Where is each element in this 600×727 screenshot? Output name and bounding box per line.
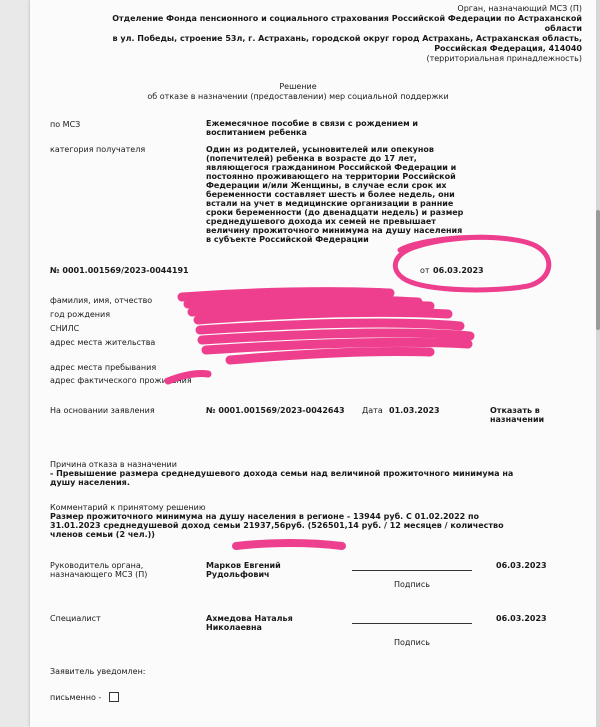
head-label-line2: назначающего МСЗ (П) <box>50 570 148 579</box>
organ-label: Орган, назначающий МСЗ (П) <box>457 4 582 13</box>
msz-label: по МСЗ <box>50 120 81 129</box>
category-label: категория получателя <box>50 145 146 154</box>
msz-value-line2: воспитанием ребенка <box>206 128 307 137</box>
redaction-scribble <box>230 351 430 360</box>
head-label-line1: Руководитель органа, <box>50 561 144 570</box>
comment-line2: 31.01.2023 среднедушевой доход семьи 21937,56руб. (526501,14 руб. / 12 месяцев / количество <box>50 521 504 530</box>
basis-number: № 0001.001569/2023-0042643 <box>206 406 345 415</box>
personal-label-birth-year: год рождения <box>50 310 111 319</box>
category-line: (попечителей) ребенка в возрасте до 17 лет, <box>206 154 417 163</box>
basis-date: 01.03.2023 <box>389 406 440 415</box>
redaction-scribble <box>236 543 342 546</box>
decision-result-line2: назначении <box>490 415 545 424</box>
category-line: беременности составляет шесть и более недель, они <box>206 190 455 199</box>
redaction-marks <box>30 0 596 727</box>
decision-date: 06.03.2023 <box>433 266 484 275</box>
specialist-sign-date: 06.03.2023 <box>496 614 547 623</box>
personal-label-residence: адрес места жительства <box>50 338 156 347</box>
date-highlight-circle <box>395 237 548 290</box>
scrollbar[interactable] <box>596 0 600 727</box>
decision-result-line1: Отказать в <box>490 406 540 415</box>
org-address-line1: в ул. Победы, строение 53л, г. Астрахань, городской округ город Астрахань, Астраханская область, <box>112 34 582 43</box>
reason-line1: - Превышение размера среднедушевого дохода семьи над величиной прожиточного минимума на <box>50 469 514 478</box>
head-name-line1: Марков Евгений <box>206 561 281 570</box>
category-line: сроки беременности (до двенадцати недель) и размер <box>206 208 464 217</box>
document-title: Решение <box>279 82 317 91</box>
specialist-signature-caption: Подпись <box>394 638 430 647</box>
head-name-line2: Рудольфович <box>206 570 270 579</box>
category-line: в субъекте Российской Федерации <box>206 235 369 244</box>
category-line: постоянно проживающего на территории Российской <box>206 172 456 181</box>
personal-label-stay: адрес места пребывания <box>50 363 157 372</box>
head-signature-caption: Подпись <box>394 580 430 589</box>
applicant-notified-label: Заявитель уведомлен: <box>50 667 146 676</box>
reason-label: Причина отказа в назначении <box>50 460 177 469</box>
comment-line1: Размер прожиточного минимума на душу населения в регионе - 13944 руб. С 01.02.2022 по <box>50 512 480 521</box>
personal-label-snils: СНИЛС <box>50 324 80 333</box>
category-line: являющегося гражданином Российской Федерации и <box>206 163 457 172</box>
category-line: среднедушевого дохода их семей не превышает <box>206 217 436 226</box>
basis-label: На основании заявления <box>50 406 155 415</box>
msz-value-line1: Ежемесячное пособие в связи с рождением и <box>206 119 418 128</box>
personal-label-actual: адрес фактического проживания <box>50 376 192 385</box>
comment-line3: членов семьи (2 чел.)) <box>50 530 155 539</box>
category-line: встали на учет в медицинские организации в ранние <box>206 199 454 208</box>
personal-label-fio: фамилия, имя, отчество <box>50 296 153 305</box>
org-address-line2: Российская Федерация, 414040 <box>434 44 582 53</box>
scrollbar-thumb[interactable] <box>596 210 600 330</box>
written-notice-label: письменно - <box>50 693 102 702</box>
category-line: величину прожиточного минимума на душу населения <box>206 226 463 235</box>
redaction-scribble <box>168 373 208 381</box>
redaction-scribble <box>200 323 460 330</box>
reason-line2: душу населения. <box>50 478 130 487</box>
basis-date-label: Дата <box>362 406 383 415</box>
category-line: Один из родителей, усыновителей или опекунов <box>206 145 434 154</box>
org-name-line1: Отделение Фонда пенсионного и социального страхования Российской Федерации по Астраханской <box>112 14 582 23</box>
specialist-label: Специалист <box>50 614 101 623</box>
territorial-note: (территориальная принадлежность) <box>426 54 582 63</box>
decision-number: № 0001.001569/2023-0044191 <box>50 266 189 275</box>
category-line: Федерации и/или Женщины, в случае если срок их <box>206 181 447 190</box>
specialist-name-line2: Николаевна <box>206 623 262 632</box>
document-subtitle: об отказе в назначении (предоставлении) мер социальной поддержки <box>147 92 449 101</box>
comment-label: Комментарий к принятому решению <box>50 503 206 512</box>
document-page <box>30 0 596 727</box>
org-name-line2: области <box>544 24 582 33</box>
decision-date-prefix: от <box>420 266 430 275</box>
redaction-scribble <box>198 312 448 320</box>
head-sign-date: 06.03.2023 <box>496 561 547 570</box>
specialist-name-line1: Ахмедова Наталья <box>206 614 293 623</box>
